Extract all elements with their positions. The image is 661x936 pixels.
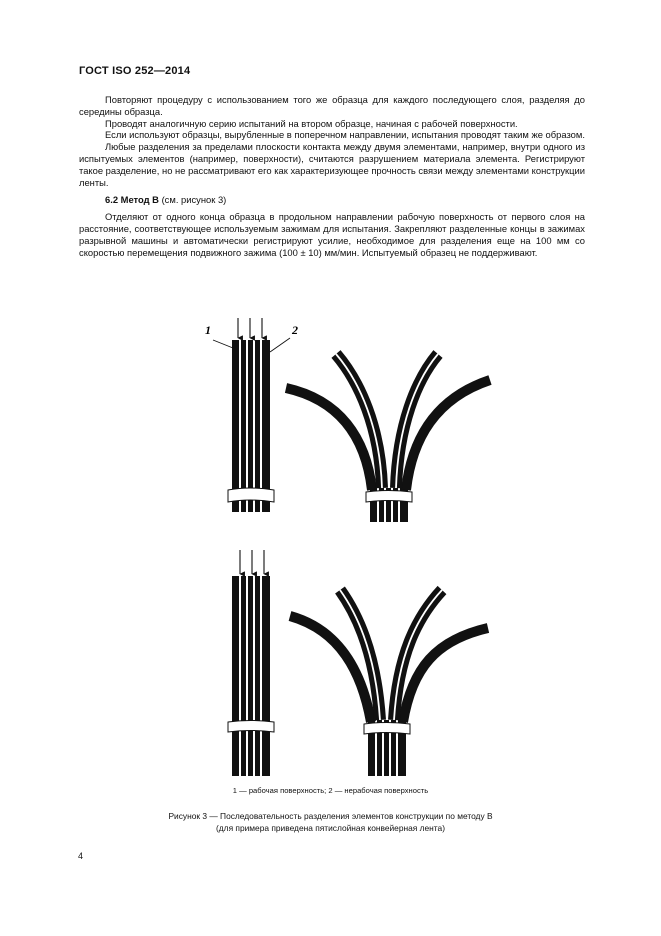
paragraph-1: Повторяют процедуру с использованием того же образца для каждого последующего слоя, разделяя до середины образца.	[79, 94, 585, 117]
caption-line-1: Рисунок 3 — Последовательность разделения элементов конструкции по методу В	[168, 811, 493, 821]
figure-legend: 1 — рабочая поверхность; 2 — нерабочая поверхность	[232, 786, 429, 795]
document-header: ГОСТ ISO 252—2014	[79, 65, 191, 77]
paragraph-4: Любые разделения за пределами плоскости контакта между двумя элементами, например, внутри одного из испытуемых элементов (например, поверхности), считаются разрушением материала элемента. Регистрируют такое разделение, но не рассматривают его как характеризующее прочность связи между элементами конструкции ленты.	[79, 141, 585, 188]
label-1: 1	[205, 323, 211, 337]
sample-top-right	[286, 354, 490, 522]
body-text	[79, 94, 585, 258]
paragraph-3: Если используют образцы, вырубленные в поперечном направлении, испытания проводят таким же образом.	[105, 129, 585, 141]
force-arrows-top	[238, 318, 262, 338]
section-number: 6.2	[105, 194, 119, 206]
paragraph-2: Проводят аналогичную серию испытаний на втором образце, начиная с рабочей поверхности.	[105, 117, 518, 129]
section-reference: (см. рисунок 3)	[161, 194, 227, 206]
label-2: 2	[292, 323, 298, 337]
page-number: 4	[78, 851, 84, 861]
paragraph-5: Отделяют от одного конца образца в продольном направлении рабочую поверхность от первого слоя на расстояние, соответствующее используемым зажимам для испытания. Закрепляют разделенные концы в зажимах разрывной машины и автоматически регистрируют усилие, необходимое для разделения еще на 100 мм со скоростью перемещения подвижного зажима (100 ± 10) мм/мин. Испытуемый образец не поддерживают.	[79, 211, 585, 258]
figure-3-diagram	[190, 318, 510, 776]
figure-caption	[0, 811, 661, 834]
section-title: Метод В	[120, 194, 159, 206]
caption-line-2: (для примера приведена пятислойная конвейерная лента)	[216, 822, 445, 833]
force-arrows-bottom	[240, 550, 264, 574]
sample-bottom-left	[228, 550, 274, 776]
sample-bottom-right	[290, 590, 488, 776]
sample-top-left	[205, 318, 298, 512]
section-heading	[79, 194, 585, 206]
